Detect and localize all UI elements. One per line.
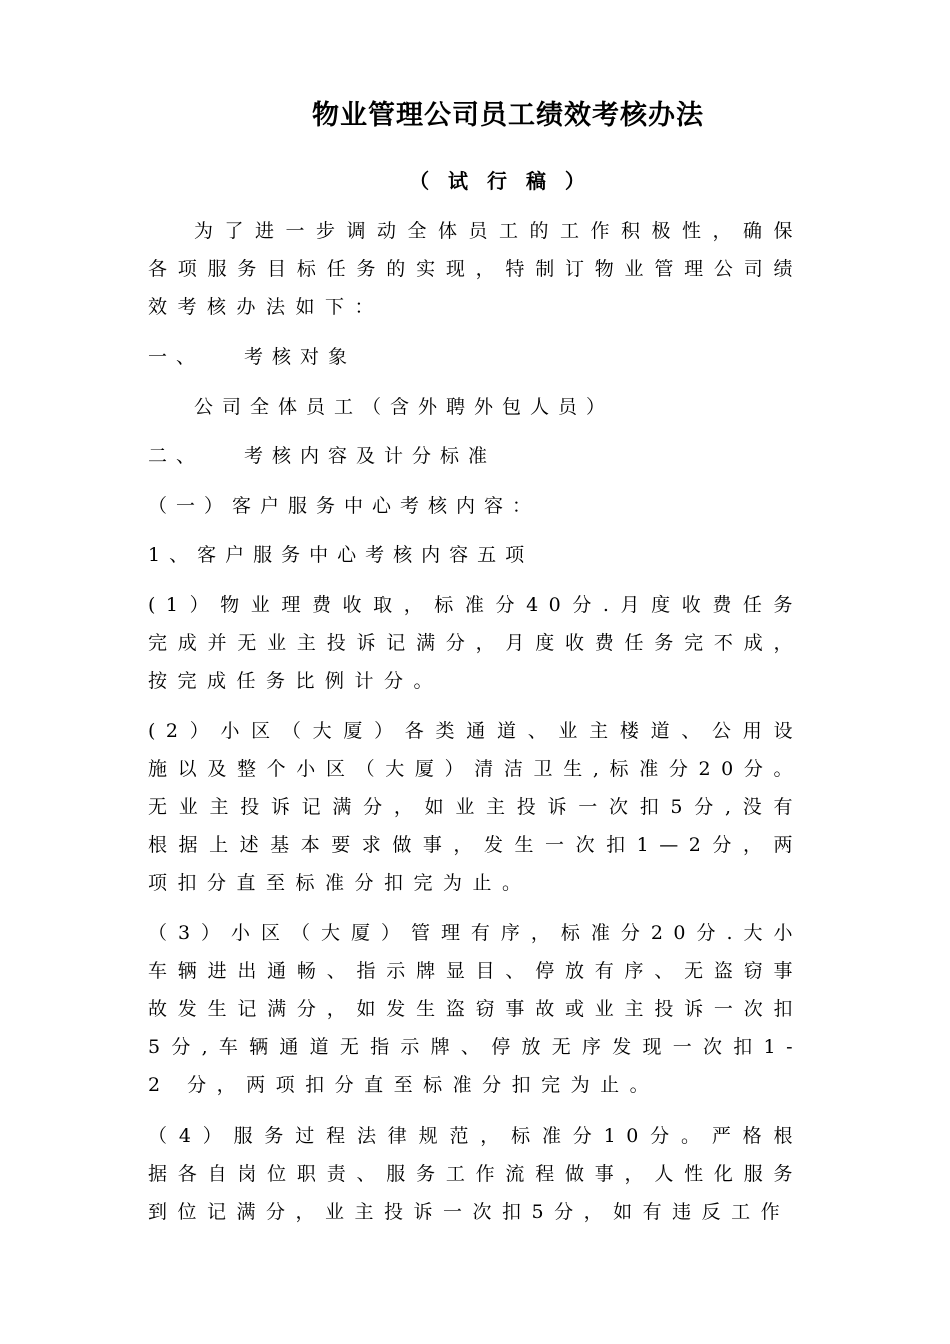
- document-subtitle: （ 试 行 稿 ）: [409, 169, 591, 193]
- document-title: 物业管理公司员工绩效考核办法: [312, 100, 704, 131]
- section-2-heading: [148, 437, 808, 475]
- item-paragraph-4: （4）服务过程法律规范，标准分10分。严格根据各自岗位职责、服务工作流程做事，人性化服务到位记满分，业主投诉一次扣5分，如有违反工作: [148, 1125, 803, 1223]
- section-1-title: 考核对象: [244, 346, 357, 368]
- section-2-number: 二、: [148, 445, 205, 467]
- section-1-number: 一、: [148, 346, 205, 368]
- item-1-heading: 1、客户服务中心考核内容五项: [148, 544, 534, 566]
- section-1-heading: [148, 338, 808, 376]
- item-paragraph-1: (1）物业理费收取，标准分40分.月度收费任务完成并无业主投诉记满分，月度收费任务完不成，按完成任务比例计分。: [148, 594, 803, 692]
- section-2-title: 考核内容及计分标准: [244, 445, 497, 467]
- item-paragraph-3: （3）小区（大厦）管理有序，标准分20分.大小车辆进出通畅、指示牌显目、停放有序、无盗窃事故发生记满分，如发生盗窃事故或业主投诉一次扣5分,车辆通道无指示牌、停放无序发现一次扣1-2 分，两项扣分直至标准分扣完为止。: [148, 922, 803, 1096]
- subsection-1-heading: （一）客户服务中心考核内容：: [148, 495, 541, 517]
- item-paragraph-2: (2）小区（大厦）各类通道、业主楼道、公用设施以及整个小区（大厦）清洁卫生,标准分20分。无业主投诉记满分，如业主投诉一次扣5分,没有根据上述基本要求做事，发生一次扣1—2分，两项扣分直至标准分扣完为止。: [148, 720, 803, 894]
- section-1-content: 公司全体员工（含外聘外包人员）: [194, 396, 615, 418]
- intro-paragraph: 为了进一步调动全体员工的工作积极性，确保各项服务目标任务的实现，特制订物业管理公司绩效考核办法如下：: [148, 220, 803, 318]
